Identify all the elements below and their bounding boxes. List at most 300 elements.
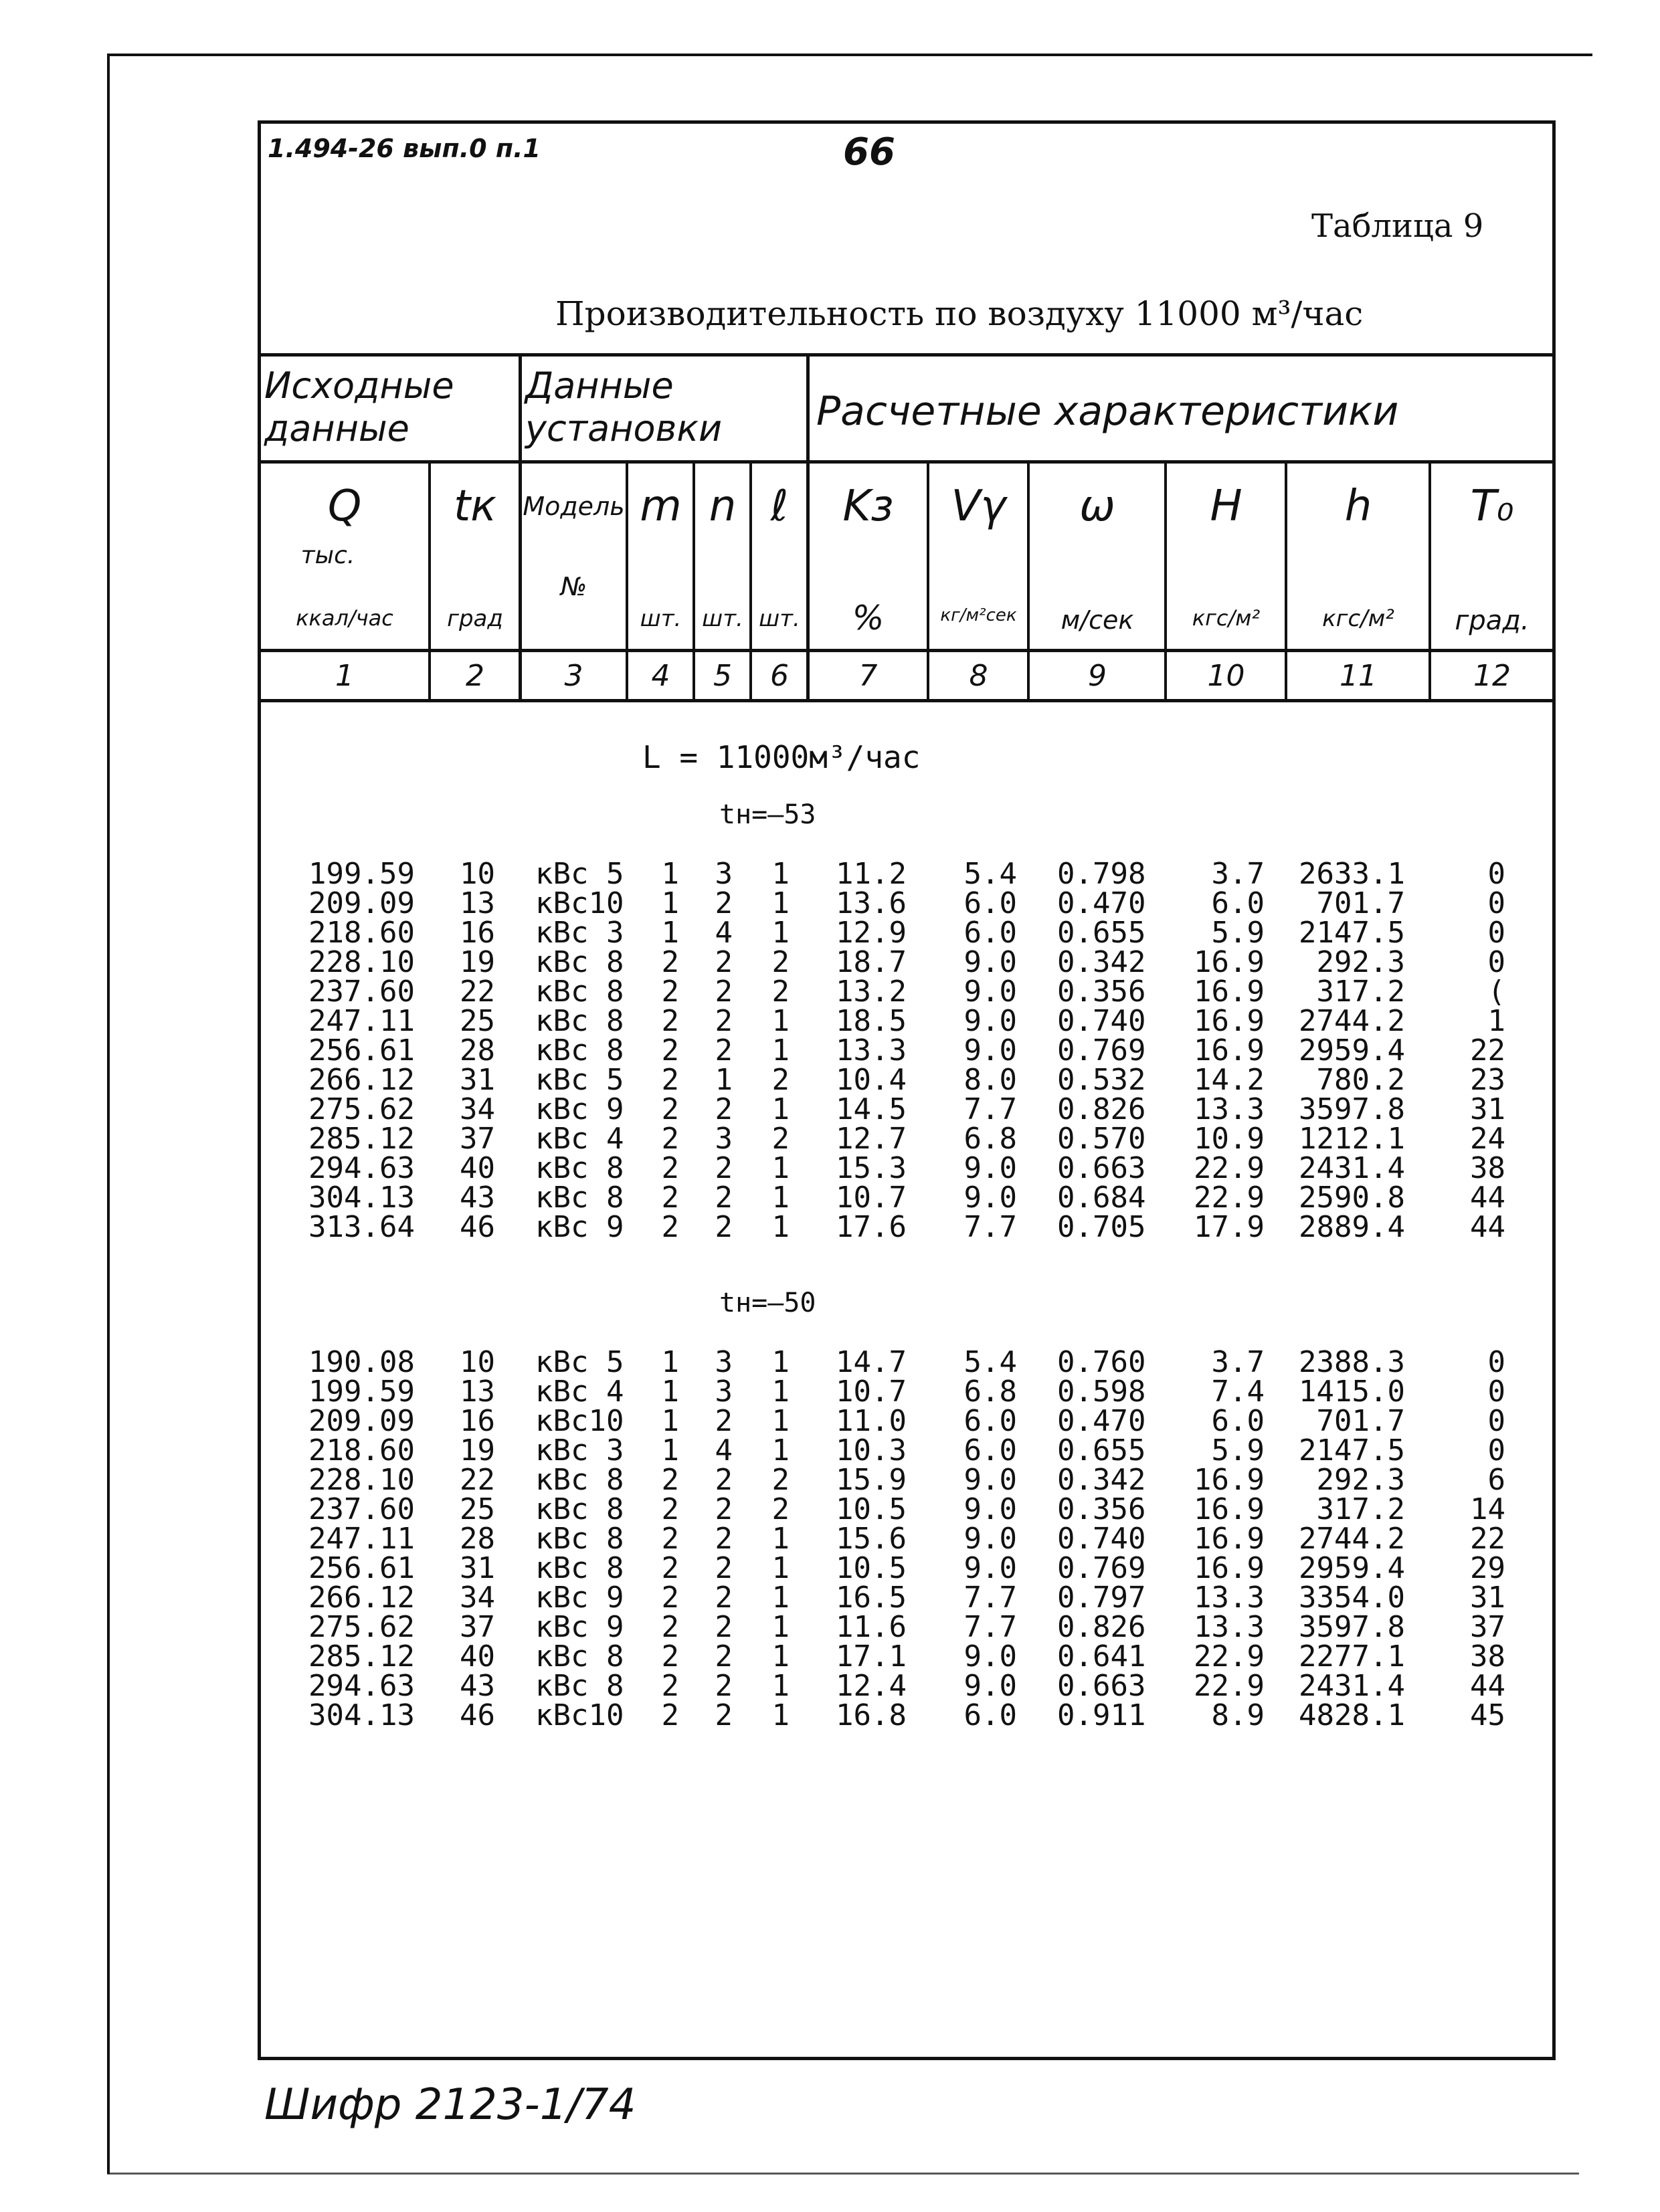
section-label-50: tн=—50: [719, 1288, 816, 1318]
table-cell: 1: [771, 857, 790, 891]
table-cell: 43: [460, 1181, 495, 1215]
table-cell: 247.11: [308, 1004, 415, 1038]
table-cell: 285.12: [308, 1639, 415, 1674]
table-cell: 228.10: [308, 1463, 415, 1497]
table-cell: 2: [715, 945, 733, 979]
table-cell: 199.59: [308, 857, 415, 891]
table-cell: кВс 8: [535, 1463, 624, 1497]
table-cell: 29: [1470, 1551, 1505, 1585]
table-cell: кВс 5: [535, 1345, 624, 1379]
col10-symbol: H: [1210, 482, 1242, 531]
table-cell: 1: [661, 886, 679, 920]
table-cell: 3.7: [1211, 857, 1265, 891]
table-cell: 5.4: [963, 857, 1017, 891]
table-cell: 31: [460, 1551, 495, 1585]
table-cell: 1: [771, 1092, 790, 1126]
table-cell: 22: [460, 1463, 495, 1497]
table-cell: 19: [460, 945, 495, 979]
table-cell: 1: [771, 1551, 790, 1585]
grid-h4: [258, 699, 1556, 702]
table-cell: 2147.5: [1299, 1433, 1405, 1468]
table-cell: 0.532: [1057, 1063, 1146, 1097]
col8-symbol: Vγ: [951, 482, 1006, 531]
table-cell: 0: [1487, 857, 1505, 891]
col10-unit: кгс/м²: [1192, 605, 1261, 631]
table-cell: 6.0: [963, 1433, 1017, 1468]
table-cell: 1: [771, 1033, 790, 1068]
table-cell: 317.2: [1316, 975, 1405, 1009]
table-cell: кВс 8: [535, 1669, 624, 1703]
table-cell: 11.6: [836, 1610, 907, 1644]
table-cell: 2: [661, 1463, 679, 1497]
col11-symbol: h: [1344, 482, 1372, 531]
table-cell: кВс 8: [535, 1639, 624, 1674]
table-cell: 1: [771, 1522, 790, 1556]
table-cell: 2744.2: [1299, 1004, 1405, 1038]
table-cell: 16.9: [1194, 1033, 1265, 1068]
table-cell: 22: [1470, 1522, 1505, 1556]
table-row: [0, 1377, 1660, 1407]
col2-unit: град: [447, 605, 503, 632]
table-row: [0, 1004, 1660, 1038]
table-cell: 2: [661, 1063, 679, 1097]
table-row: [0, 1698, 1660, 1732]
table-cell: 292.3: [1316, 1463, 1405, 1497]
table-cell: 13.3: [836, 1033, 907, 1068]
col7-unit: %: [852, 599, 885, 637]
table-cell: 34: [460, 1581, 495, 1615]
table-cell: 0.356: [1057, 975, 1146, 1009]
table-cell: 1: [661, 1375, 679, 1409]
table-cell: 22: [1470, 1033, 1505, 1068]
table-cell: 2: [661, 1522, 679, 1556]
col3-sub: №: [560, 572, 587, 601]
table-cell: 31: [1470, 1092, 1505, 1126]
table-cell: 2: [661, 1151, 679, 1185]
table-cell: 317.2: [1316, 1492, 1405, 1526]
table-cell: 304.13: [308, 1698, 415, 1732]
table-cell: 2277.1: [1299, 1639, 1405, 1674]
table-cell: 0.797: [1057, 1581, 1146, 1615]
table-cell: кВс 8: [535, 1551, 624, 1585]
col11-number: 11: [1340, 659, 1377, 693]
col-sep-1: [428, 460, 431, 702]
table-cell: 10.3: [836, 1433, 907, 1468]
table-cell: 0.356: [1057, 1492, 1146, 1526]
col1-symbol: Q: [327, 482, 362, 531]
table-cell: 16.9: [1194, 1492, 1265, 1526]
table-row: [0, 1433, 1660, 1468]
table-cell: 16.9: [1194, 1463, 1265, 1497]
section-table-53: [0, 857, 1660, 1261]
table-cell: 7.7: [963, 1610, 1017, 1644]
cipher-footer: Шифр 2123-1/74: [264, 2080, 636, 2130]
table-cell: 0.598: [1057, 1375, 1146, 1409]
col8-unit: кг/м²сек: [940, 605, 1017, 625]
table-cell: 0.760: [1057, 1345, 1146, 1379]
table-cell: 10.5: [836, 1551, 907, 1585]
table-cell: 11.0: [836, 1404, 907, 1438]
table-cell: 12.4: [836, 1669, 907, 1703]
grid-h1: [258, 353, 1556, 357]
table-cell: 2: [715, 1669, 733, 1703]
table-cell: 0: [1487, 886, 1505, 920]
col12-number: 12: [1473, 659, 1511, 693]
table-cell: 31: [1470, 1581, 1505, 1615]
col9-number: 9: [1088, 659, 1107, 693]
table-cell: 2: [715, 886, 733, 920]
table-cell: 2: [771, 945, 790, 979]
table-cell: кВс 8: [535, 1004, 624, 1038]
col6-symbol: ℓ: [770, 482, 789, 531]
table-cell: 2: [715, 1181, 733, 1215]
col5-number: 5: [713, 659, 732, 693]
table-cell: 228.10: [308, 945, 415, 979]
table-cell: 0.663: [1057, 1669, 1146, 1703]
page-number: 66: [843, 130, 895, 174]
table-cell: 31: [460, 1063, 495, 1097]
table-cell: 24: [1470, 1122, 1505, 1156]
col-sep-5: [749, 460, 752, 702]
table-row: [0, 1463, 1660, 1497]
table-cell: 10.4: [836, 1063, 907, 1097]
table-cell: 6.8: [963, 1375, 1017, 1409]
table-row: [0, 1210, 1660, 1244]
table-cell: 16: [460, 1404, 495, 1438]
table-cell: 1: [771, 1669, 790, 1703]
table-cell: 2: [661, 945, 679, 979]
table-cell: 2959.4: [1299, 1551, 1405, 1585]
table-cell: 0.663: [1057, 1151, 1146, 1185]
table-cell: 16.5: [836, 1581, 907, 1615]
table-cell: 0.740: [1057, 1004, 1146, 1038]
table-row: [0, 918, 1660, 948]
table-cell: 2959.4: [1299, 1033, 1405, 1068]
col12-unit: град.: [1455, 605, 1530, 636]
table-cell: 37: [460, 1610, 495, 1644]
table-cell: 1212.1: [1299, 1122, 1405, 1156]
col7-number: 7: [858, 659, 878, 693]
table-cell: 4: [715, 916, 733, 950]
table-cell: 13: [460, 1375, 495, 1409]
table-cell: кВс 8: [535, 1033, 624, 1068]
table-cell: 2: [661, 1698, 679, 1732]
table-cell: 15.3: [836, 1151, 907, 1185]
table-cell: 237.60: [308, 975, 415, 1009]
table-cell: 1: [771, 1698, 790, 1732]
table-cell: 6.0: [1211, 1404, 1265, 1438]
table-cell: 12.7: [836, 1122, 907, 1156]
table-row: [0, 1669, 1660, 1703]
table-row: [0, 945, 1660, 979]
col2-symbol: tк: [454, 482, 496, 531]
table-cell: кВс 3: [535, 916, 624, 950]
table-cell: 0.470: [1057, 886, 1146, 920]
table-cell: 247.11: [308, 1522, 415, 1556]
table-cell: 0.655: [1057, 1433, 1146, 1468]
table-cell: 0.826: [1057, 1610, 1146, 1644]
table-cell: 218.60: [308, 916, 415, 950]
table-cell: 2: [661, 1551, 679, 1585]
table-cell: 22.9: [1194, 1151, 1265, 1185]
table-cell: 2: [715, 1551, 733, 1585]
table-row: [0, 857, 1660, 891]
table-cell: 2: [771, 1063, 790, 1097]
col-sep-4: [693, 460, 695, 702]
table-cell: 3.7: [1211, 1345, 1265, 1379]
table-cell: 7.7: [963, 1092, 1017, 1126]
col-sep-3: [626, 460, 628, 702]
table-cell: 0: [1487, 916, 1505, 950]
table-cell: 14.2: [1194, 1063, 1265, 1097]
table-cell: кВс 9: [535, 1610, 624, 1644]
table-cell: 10.9: [1194, 1122, 1265, 1156]
table-cell: 2: [661, 1581, 679, 1615]
table-cell: 2431.4: [1299, 1669, 1405, 1703]
table-cell: 17.1: [836, 1639, 907, 1674]
table-cell: 16.9: [1194, 1551, 1265, 1585]
table-cell: 1415.0: [1299, 1375, 1405, 1409]
table-cell: 701.7: [1316, 886, 1405, 920]
table-row: [0, 1124, 1660, 1154]
table-cell: 3354.0: [1299, 1581, 1405, 1615]
table-cell: 15.6: [836, 1522, 907, 1556]
table-cell: 14.7: [836, 1345, 907, 1379]
table-cell: кВс 8: [535, 975, 624, 1009]
table-cell: 2: [715, 1404, 733, 1438]
table-cell: кВс 5: [535, 857, 624, 891]
table-cell: 2: [715, 1698, 733, 1732]
table-cell: кВс 8: [535, 1492, 624, 1526]
table-cell: 44: [1470, 1210, 1505, 1244]
table-cell: 6.0: [963, 1698, 1017, 1732]
col4-unit: шт.: [640, 605, 682, 632]
table-cell: кВс 9: [535, 1210, 624, 1244]
table-cell: 275.62: [308, 1092, 415, 1126]
table-row: [0, 886, 1660, 920]
table-cell: 13.6: [836, 886, 907, 920]
table-cell: 2: [715, 1522, 733, 1556]
table-cell: 16.9: [1194, 975, 1265, 1009]
table-cell: 3: [715, 1345, 733, 1379]
col-sep-9: [1164, 460, 1167, 702]
col-sep-10: [1285, 460, 1287, 702]
table-cell: 1: [661, 1345, 679, 1379]
table-cell: 0.342: [1057, 1463, 1146, 1497]
table-cell: 1: [661, 1433, 679, 1468]
table-cell: 0.911: [1057, 1698, 1146, 1732]
table-cell: 2889.4: [1299, 1210, 1405, 1244]
table-cell: кВс10: [535, 1698, 624, 1732]
table-cell: 10: [460, 857, 495, 891]
table-cell: 2: [661, 1210, 679, 1244]
table-cell: 10.7: [836, 1375, 907, 1409]
group-initial-data: Исходные данные: [264, 365, 454, 449]
table-cell: 44: [1470, 1669, 1505, 1703]
table-cell: 2388.3: [1299, 1345, 1405, 1379]
table-cell: 1: [661, 916, 679, 950]
table-cell: 209.09: [308, 886, 415, 920]
table-cell: кВс 8: [535, 945, 624, 979]
table-row: [0, 1492, 1660, 1526]
col7-symbol: Kз: [842, 482, 894, 531]
table-cell: 12.9: [836, 916, 907, 950]
table-cell: 780.2: [1316, 1063, 1405, 1097]
table-cell: 0.342: [1057, 945, 1146, 979]
table-cell: 3: [715, 1375, 733, 1409]
table-cell: 0.740: [1057, 1522, 1146, 1556]
table-cell: 13.3: [1194, 1092, 1265, 1126]
table-cell: 15.9: [836, 1463, 907, 1497]
table-cell: 10.7: [836, 1181, 907, 1215]
table-cell: 1: [771, 1404, 790, 1438]
outer-frame-top: [107, 54, 1592, 56]
table-cell: 9.0: [963, 1463, 1017, 1497]
table-cell: 2: [661, 1122, 679, 1156]
table-cell: 17.6: [836, 1210, 907, 1244]
table-cell: 14: [1470, 1492, 1505, 1526]
table-cell: 13: [460, 886, 495, 920]
col6-number: 6: [770, 659, 789, 693]
outer-frame-bottom: [107, 2173, 1579, 2175]
table-cell: 237.60: [308, 1492, 415, 1526]
table-cell: 0: [1487, 1345, 1505, 1379]
table-cell: 38: [1470, 1639, 1505, 1674]
table-cell: 25: [460, 1492, 495, 1526]
table-cell: 8.0: [963, 1063, 1017, 1097]
table-row: [0, 977, 1660, 1007]
table-cell: 0.655: [1057, 916, 1146, 950]
table-cell: 2: [661, 975, 679, 1009]
table-cell: 9.0: [963, 1639, 1017, 1674]
table-cell: 0.769: [1057, 1033, 1146, 1068]
table-cell: 275.62: [308, 1610, 415, 1644]
group-installation-data: Данные установки: [525, 365, 723, 449]
table-cell: 2: [661, 1669, 679, 1703]
table-cell: 19: [460, 1433, 495, 1468]
table-cell: 9.0: [963, 1181, 1017, 1215]
table-cell: 1: [661, 857, 679, 891]
col4-number: 4: [651, 659, 670, 693]
col8-number: 8: [969, 659, 988, 693]
table-cell: 292.3: [1316, 945, 1405, 979]
table-cell: 28: [460, 1522, 495, 1556]
table-cell: 2: [715, 1463, 733, 1497]
col11-unit: кгс/м²: [1322, 605, 1394, 632]
section-label-53: tн=—53: [719, 799, 816, 830]
table-cell: 25: [460, 1004, 495, 1038]
table-cell: 6.0: [1211, 886, 1265, 920]
table-cell: 44: [1470, 1181, 1505, 1215]
table-cell: 11.2: [836, 857, 907, 891]
table-row: [0, 1092, 1660, 1126]
table-cell: 2: [661, 1610, 679, 1644]
table-cell: 3597.8: [1299, 1092, 1405, 1126]
table-cell: кВс10: [535, 886, 624, 920]
table-cell: 0: [1487, 1404, 1505, 1438]
table-cell: 1: [771, 1610, 790, 1644]
table-cell: 38: [1470, 1151, 1505, 1185]
table-row: [0, 1063, 1660, 1097]
table-cell: 1: [771, 1210, 790, 1244]
table-cell: 7.7: [963, 1581, 1017, 1615]
table-cell: 9.0: [963, 945, 1017, 979]
table-cell: 294.63: [308, 1151, 415, 1185]
table-cell: 3597.8: [1299, 1610, 1405, 1644]
table-cell: 0.826: [1057, 1092, 1146, 1126]
table-cell: 2744.2: [1299, 1522, 1405, 1556]
table-cell: 6.0: [963, 886, 1017, 920]
grid-h3: [258, 649, 1556, 652]
table-cell: 190.08: [308, 1345, 415, 1379]
table-cell: 2: [715, 1092, 733, 1126]
table-cell: 4: [715, 1433, 733, 1468]
table-cell: 0.684: [1057, 1181, 1146, 1215]
table-row: [0, 1551, 1660, 1585]
table-cell: 9.0: [963, 1551, 1017, 1585]
table-cell: кВс 8: [535, 1151, 624, 1185]
table-cell: 5.9: [1211, 916, 1265, 950]
table-cell: 218.60: [308, 1433, 415, 1468]
table-cell: кВс10: [535, 1404, 624, 1438]
table-cell: 0.798: [1057, 857, 1146, 891]
table-cell: 701.7: [1316, 1404, 1405, 1438]
table-cell: 9.0: [963, 1669, 1017, 1703]
col-sep-11: [1428, 460, 1431, 702]
col12-symbol: T₀: [1470, 482, 1514, 531]
section-table-50: [0, 1345, 1660, 1749]
col-sep-8: [1027, 460, 1030, 702]
table-cell: 1: [771, 1581, 790, 1615]
table-cell: 9.0: [963, 1033, 1017, 1068]
table-cell: 2: [661, 1092, 679, 1126]
table-cell: 9.0: [963, 975, 1017, 1009]
table-cell: 2: [715, 975, 733, 1009]
table-cell: 266.12: [308, 1063, 415, 1097]
table-cell: кВс 5: [535, 1063, 624, 1097]
col1-unit: ккал/час: [296, 605, 393, 631]
col3-symbol: Модель: [523, 492, 625, 521]
table-cell: 2: [771, 1122, 790, 1156]
table-cell: 2431.4: [1299, 1151, 1405, 1185]
table-cell: 40: [460, 1151, 495, 1185]
table-cell: 209.09: [308, 1404, 415, 1438]
table-cell: 2: [715, 1610, 733, 1644]
table-cell: 2: [661, 1181, 679, 1215]
table-cell: 9.0: [963, 1004, 1017, 1038]
table-cell: 13.3: [1194, 1610, 1265, 1644]
table-cell: 0: [1487, 945, 1505, 979]
table-row: [0, 1583, 1660, 1613]
table-cell: 2: [715, 1639, 733, 1674]
table-cell: кВс 8: [535, 1522, 624, 1556]
table-cell: 46: [460, 1698, 495, 1732]
table-cell: 9.0: [963, 1492, 1017, 1526]
table-cell: 46: [460, 1210, 495, 1244]
col3-number: 3: [564, 659, 583, 693]
table-cell: 0.470: [1057, 1404, 1146, 1438]
col10-number: 10: [1207, 659, 1245, 693]
table-cell: 37: [1470, 1610, 1505, 1644]
table-cell: 18.5: [836, 1004, 907, 1038]
table-cell: 14.5: [836, 1092, 907, 1126]
table-cell: 6.0: [963, 1404, 1017, 1438]
table-frame-top: [258, 120, 1556, 124]
table-row: [0, 1639, 1660, 1674]
table-cell: 2: [715, 1151, 733, 1185]
col9-unit: м/сек: [1060, 605, 1134, 635]
table-cell: 256.61: [308, 1033, 415, 1068]
